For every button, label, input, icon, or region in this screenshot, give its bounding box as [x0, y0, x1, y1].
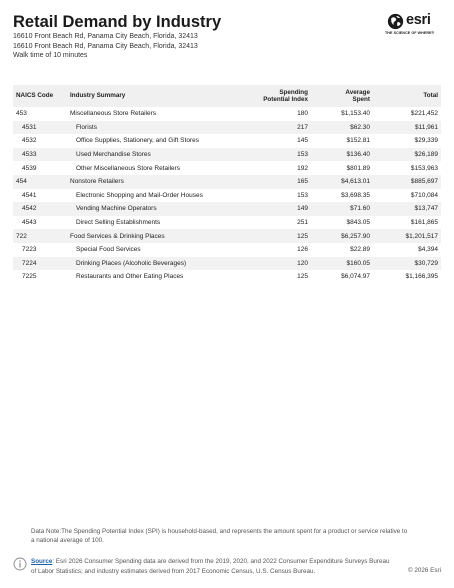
cell-spending-potential-index: 125	[297, 273, 308, 281]
logo-tagline: THE SCIENCE OF WHERE®	[385, 31, 435, 35]
header-naics-code: NAICS Code	[13, 85, 67, 107]
cell-naics-code: 4532	[22, 137, 37, 145]
table-row	[13, 161, 441, 175]
cell-total: $11,961	[373, 121, 441, 135]
cell-naics-code: 722	[13, 229, 67, 243]
table-body	[13, 107, 441, 284]
cell-industry-summary: Used Merchandise Stores	[67, 148, 239, 162]
table-row	[13, 134, 441, 148]
cell-naics-code: 4543	[22, 219, 37, 227]
cell-average-spent: $22.89	[350, 246, 370, 254]
cell-spending-potential-index: 149	[239, 202, 311, 216]
table-row	[13, 243, 441, 257]
cell-average-spent: $71.60	[311, 202, 373, 216]
table-row	[13, 229, 441, 243]
walk-time: Walk time of 10 minutes	[13, 52, 88, 59]
cell-average-spent: $1,153.40	[341, 110, 370, 118]
cell-total: $153,963	[410, 164, 438, 172]
cell-spending-potential-index: 192	[297, 164, 308, 172]
table-row	[13, 270, 441, 284]
info-icon	[13, 557, 27, 571]
copyright: © 2026 Esri	[408, 567, 441, 574]
logo-wordmark: esri	[406, 12, 431, 28]
cell-total: $4,394	[418, 246, 438, 254]
table-row	[13, 216, 441, 230]
cell-average-spent: $136.40	[311, 148, 373, 162]
esri-globe-icon	[387, 13, 404, 30]
cell-naics-code: 4531	[13, 121, 67, 135]
cell-naics-code: 7223	[22, 246, 37, 254]
cell-total: $221,452	[410, 110, 438, 118]
cell-industry-summary: Restaurants and Other Eating Places	[76, 273, 184, 281]
cell-average-spent: $3,698.35	[341, 191, 370, 199]
cell-industry-summary: Office Supplies, Stationery, and Gift Stores	[76, 137, 199, 145]
cell-industry-summary: Florists	[67, 121, 239, 135]
table-row	[13, 175, 441, 189]
cell-total: $13,747	[373, 202, 441, 216]
cell-naics-code: 4539	[22, 164, 37, 172]
header-average-spent: Average Spent	[311, 85, 373, 107]
header-industry-summary: Industry Summary	[67, 85, 239, 107]
cell-spending-potential-index: 180	[297, 110, 308, 118]
cell-industry-summary: Direct Selling Establishments	[76, 219, 161, 227]
cell-spending-potential-index: 125	[239, 229, 311, 243]
cell-spending-potential-index: 145	[297, 137, 308, 145]
source-note	[31, 557, 391, 576]
cell-naics-code: 4541	[22, 191, 37, 199]
cell-industry-summary: Drinking Places (Alcoholic Beverages)	[67, 257, 239, 271]
address-line-1: 16610 Front Beach Rd, Panama City Beach, Florida, 32413	[13, 33, 198, 40]
table-header-row	[13, 85, 441, 107]
header-total: Total	[373, 85, 441, 107]
cell-average-spent: $6,257.90	[311, 229, 373, 243]
cell-industry-summary: Vending Machine Operators	[67, 202, 239, 216]
cell-spending-potential-index: 217	[239, 121, 311, 135]
cell-total: $30,729	[373, 257, 441, 271]
cell-total: $161,865	[410, 219, 438, 227]
header-spending-potential-index: Spending Potential Index	[239, 85, 311, 107]
cell-total: $885,697	[373, 175, 441, 189]
report-header	[13, 12, 441, 61]
cell-average-spent: $843.05	[346, 219, 370, 227]
source-text: : Esri 2026 Consumer Spending data are derived from the 2019, 2020, and 2022 Consumer Expenditure Surveys Bureau of Labor Statistics; and industry estimates derived from 2017 Economic Census, U.S. Census Bureau.	[31, 558, 390, 575]
cell-total: $26,189	[373, 148, 441, 162]
cell-total: $29,339	[414, 137, 438, 145]
cell-naics-code: 453	[16, 110, 27, 118]
cell-naics-code: 4533	[13, 148, 67, 162]
cell-spending-potential-index: 165	[239, 175, 311, 189]
cell-industry-summary: Other Miscellaneous Store Retailers	[76, 164, 181, 172]
cell-average-spent: $6,074.97	[341, 273, 370, 281]
cell-average-spent: $4,613.01	[311, 175, 373, 189]
cell-industry-summary: Electronic Shopping and Mail-Order Houses	[76, 191, 203, 199]
cell-spending-potential-index: 126	[297, 246, 308, 254]
cell-industry-summary: Special Food Services	[76, 246, 141, 254]
table-row	[13, 257, 441, 271]
table-row	[13, 121, 441, 135]
cell-spending-potential-index: 251	[297, 219, 308, 227]
cell-spending-potential-index: 153	[297, 191, 308, 199]
table-row	[13, 189, 441, 203]
source-link[interactable]: Source	[31, 558, 53, 565]
cell-naics-code: 4542	[13, 202, 67, 216]
cell-industry-summary: Nonstore Retailers	[67, 175, 239, 189]
cell-total: $1,166,395	[405, 273, 438, 281]
cell-average-spent: $801.89	[346, 164, 370, 172]
data-note: Data Note:The Spending Potential Index (SPI) is household-based, and represents the amount spent for a product or service relative to a national average of 100.	[31, 528, 408, 544]
esri-logo	[385, 12, 441, 40]
cell-spending-potential-index: 120	[239, 257, 311, 271]
cell-average-spent: $160.05	[311, 257, 373, 271]
cell-naics-code: 7225	[22, 273, 37, 281]
table-row	[13, 202, 441, 216]
cell-industry-summary: Food Services & Drinking Places	[67, 229, 239, 243]
cell-spending-potential-index: 153	[239, 148, 311, 162]
address-line-2: 16610 Front Beach Rd, Panama City Beach, Florida, 32413	[13, 42, 198, 50]
table-row	[13, 148, 441, 162]
cell-naics-code: 454	[13, 175, 67, 189]
cell-naics-code: 7224	[13, 257, 67, 271]
cell-average-spent: $62.30	[311, 121, 373, 135]
cell-total: $1,201,517	[373, 229, 441, 243]
cell-average-spent: $152.81	[346, 137, 370, 145]
retail-demand-table	[13, 85, 441, 284]
table-row	[13, 107, 441, 121]
page-title: Retail Demand by Industry	[13, 13, 222, 31]
cell-industry-summary: Miscellaneous Store Retailers	[70, 110, 156, 118]
cell-total: $710,084	[410, 191, 438, 199]
